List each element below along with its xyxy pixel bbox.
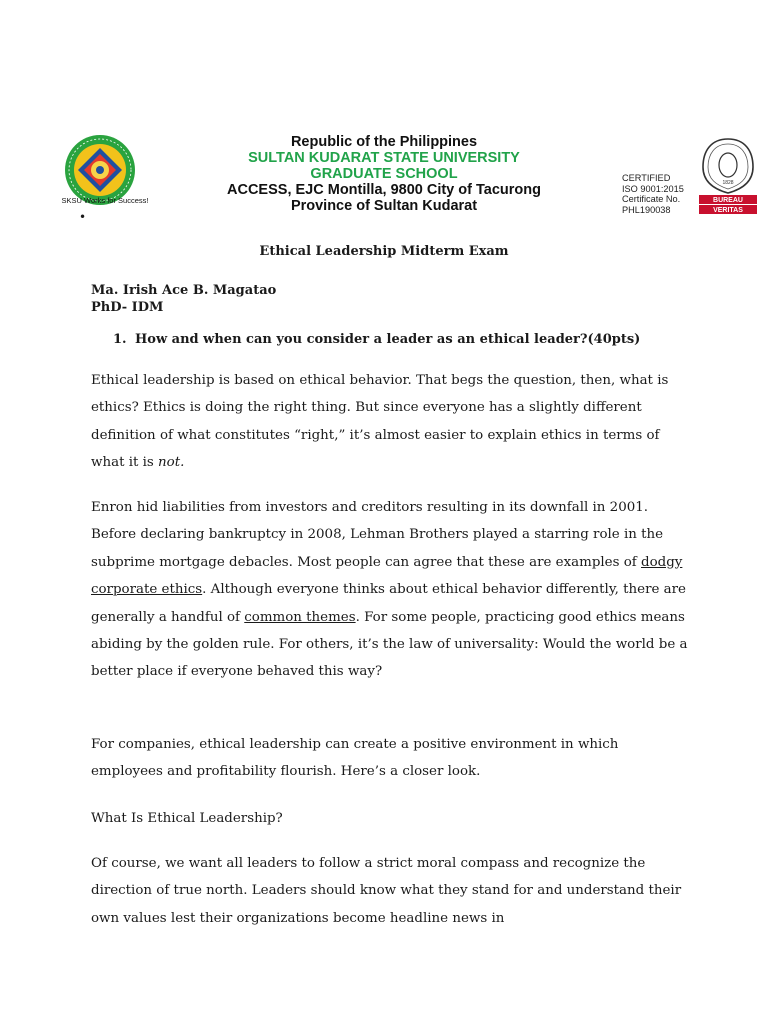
certification-block: [622, 173, 684, 215]
author-name: Ma. Irish Ace B. Magatao: [91, 283, 277, 298]
certificate-number: PHL190038: [622, 204, 671, 215]
certificate-label: Certificate No.: [622, 194, 681, 204]
question-1: [113, 332, 640, 347]
question-text: How and when can you consider a leader as an ethical leader?(40pts): [135, 332, 641, 347]
paragraph-2-text-c: . For some people, practicing good ethics means abiding by the golden rule. For others, it’s the law of universality: Would the world be a better place if everyone behaved this way?: [91, 609, 688, 680]
university-name: SULTAN KUDARAT STATE UNIVERSITY: [248, 150, 520, 166]
author-block: [91, 282, 276, 316]
exam-title: Ethical Leadership Midterm Exam: [259, 244, 509, 259]
paragraph-4: Of course, we want all leaders to follow a strict moral compass and recognize the direction of true north. Leaders should know what they stand for and understand their own values lest their organizations become headline news in: [91, 856, 682, 926]
paragraph-2-text-a: Enron hid liabilities from investors and creditors resulting in its downfall in 2001. Before declaring bankruptcy in 2008, Lehman Brothers played a starring role in the subprime mortgage debacles. Most people can agree that these are examples of: [91, 500, 664, 570]
bv-year: 1828: [722, 180, 734, 186]
letterhead: [205, 134, 563, 214]
dodgy-corporate-ethics-link[interactable]: dodgy corporate ethics: [91, 554, 683, 598]
author-program: PhD- IDM: [91, 300, 164, 315]
paragraph-2-text-b: . Although everyone thinks about ethical behavior differently, there are generally a handful of: [91, 582, 686, 625]
iso-standard: ISO 9001:2015: [622, 183, 684, 194]
school-name: GRADUATE SCHOOL: [310, 166, 458, 182]
certified-label: CERTIFIED: [622, 173, 671, 183]
bullet-dot: •: [79, 210, 87, 224]
province-line: Province of Sultan Kudarat: [290, 198, 478, 214]
paragraph-1-emphasis: not.: [158, 455, 185, 471]
tagline: SKSU Works for Success!: [61, 196, 149, 205]
bv-bottom-label: VERITAS: [713, 207, 743, 215]
question-number: 1.: [113, 332, 127, 347]
common-themes-link[interactable]: common themes: [244, 609, 356, 625]
republic-line: Republic of the Philippines: [290, 134, 478, 150]
paragraph-1: [91, 367, 691, 477]
paragraph-3: For companies, ethical leadership can create a positive environment in which employees and profitability flourish. Here’s a closer look.: [91, 737, 619, 780]
paragraph-2: [91, 494, 691, 686]
bv-top-label: BUREAU: [713, 197, 743, 205]
section-heading: What Is Ethical Leadership?: [91, 811, 283, 826]
bureau-veritas-icon: [697, 137, 759, 215]
address-line: ACCESS, EJC Montilla, 9800 City of Tacurong: [227, 182, 541, 198]
paragraph-1-text: Ethical leadership is based on ethical behavior. That begs the question, then, what is ethics? Ethics is doing the right thing. But since everyone has a slightly different definition of what constitutes “right,” it’s almost easier to explain ethics in terms of what it is: [91, 373, 669, 471]
